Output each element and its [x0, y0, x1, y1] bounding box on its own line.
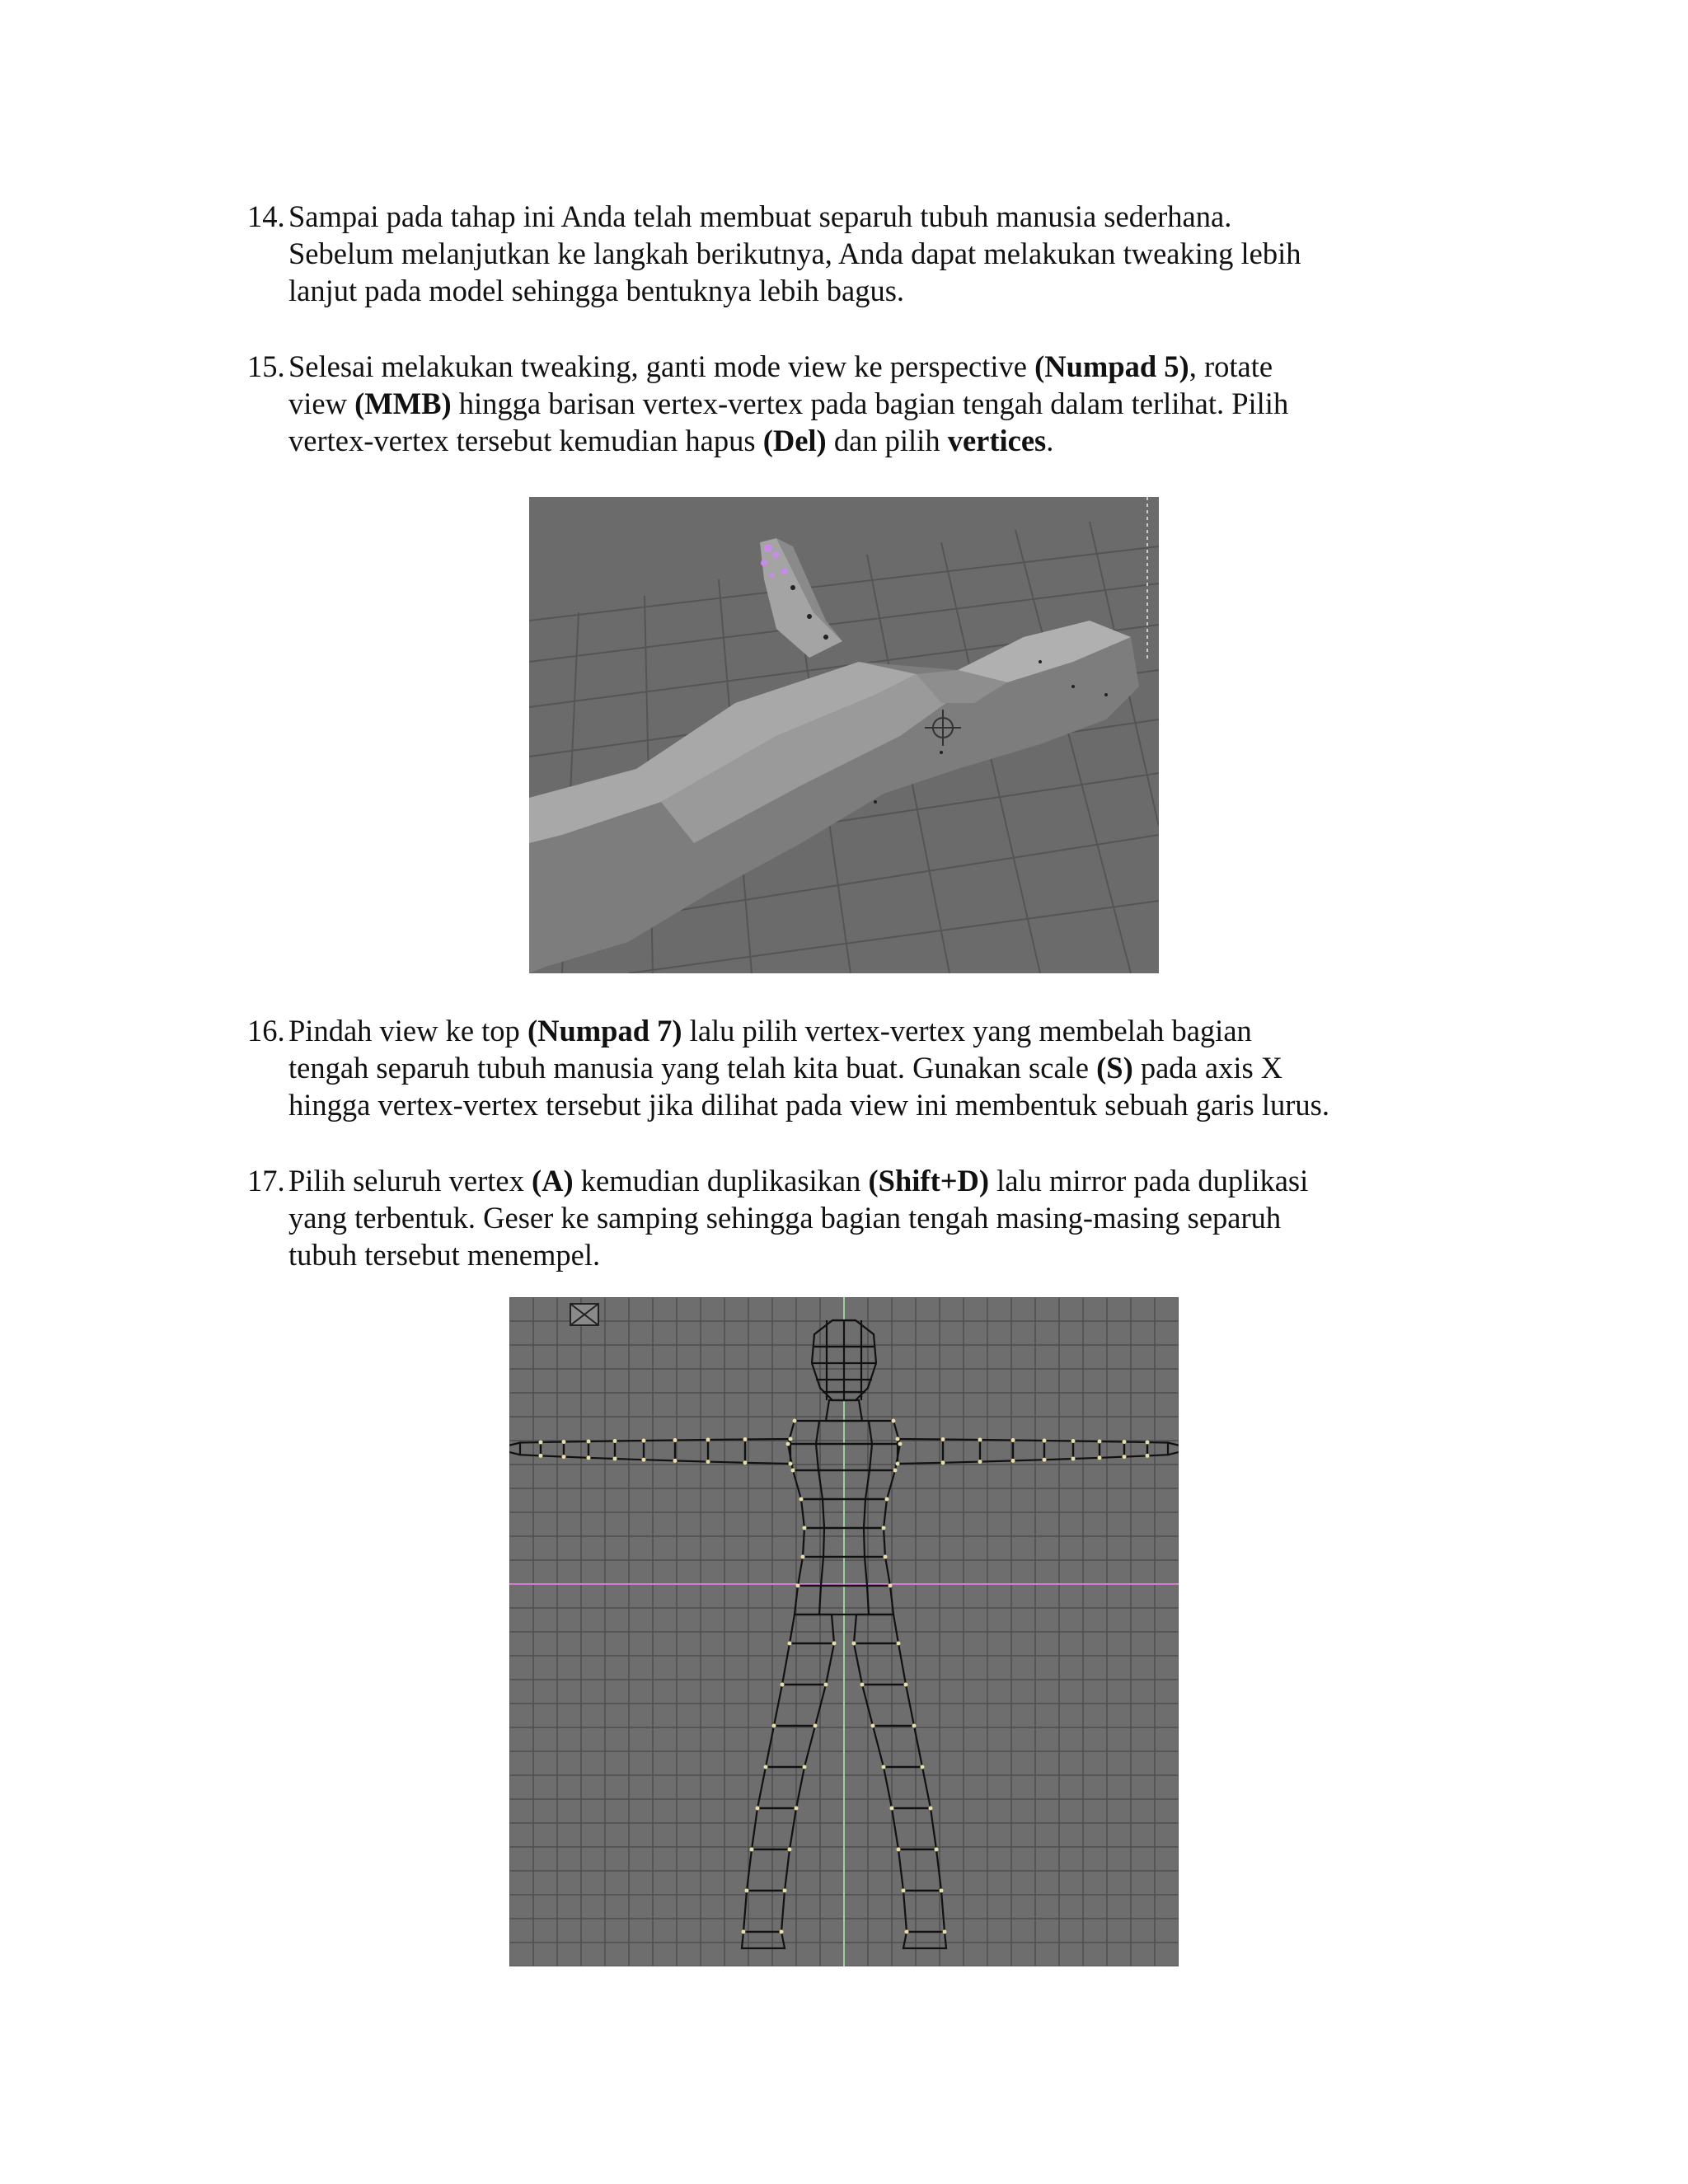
text-run: Sebelum melanjutkan ke langkah berikutnya, Anda dapat melakukan tweaking lebih	[288, 237, 1301, 270]
text-run: yang terbentuk. Geser ke samping sehingga bagian tengah masing-masing separuh	[288, 1201, 1282, 1235]
bold-keyword: (Del)	[762, 424, 827, 457]
step-17	[247, 1162, 1467, 1273]
text-line	[247, 1012, 1467, 1049]
text-run: Pilih seluruh vertex	[288, 1164, 532, 1197]
text-run: vertex-vertex tersebut kemudian hapus	[288, 424, 763, 457]
text-line	[247, 1162, 1467, 1199]
top-view-wireframe-screenshot	[509, 1297, 1179, 1966]
text-run: view	[288, 387, 355, 420]
text-line	[247, 235, 1467, 272]
text-line	[247, 1236, 1467, 1273]
text-run: hingga barisan vertex-vertex pada bagian tengah dalam terlihat. Pilih	[451, 387, 1289, 420]
bold-keyword: (Numpad 5)	[1034, 349, 1189, 383]
text-run: pada axis X	[1132, 1051, 1283, 1085]
text-run: kemudian duplikasikan	[573, 1164, 869, 1197]
text-line	[247, 348, 1467, 385]
text-run: lanjut pada model sehingga bentuknya lebih bagus.	[288, 274, 905, 307]
text-line	[247, 1049, 1467, 1086]
bold-keyword: (Numpad 7)	[527, 1014, 682, 1047]
step-number: 14.	[247, 199, 285, 233]
text-run: Pindah view ke top	[288, 1014, 528, 1047]
text-line	[247, 422, 1467, 459]
text-line	[247, 272, 1467, 309]
bold-keyword: (Shift+D)	[868, 1164, 990, 1197]
perspective-view-screenshot	[529, 497, 1159, 973]
step-15	[247, 348, 1467, 459]
text-run: , rotate	[1189, 349, 1273, 383]
bold-keyword: (MMB)	[354, 387, 452, 420]
step-number: 15.	[247, 349, 285, 383]
step-14	[247, 198, 1467, 309]
text-run: dan pilih	[826, 424, 948, 457]
bold-keyword: (S)	[1096, 1051, 1133, 1085]
text-line	[247, 1199, 1467, 1236]
text-run: Sampai pada tahap ini Anda telah membuat separuh tubuh manusia sederhana.	[288, 199, 1232, 233]
step-number: 16.	[247, 1014, 285, 1047]
text-line	[247, 1086, 1467, 1123]
bold-keyword: (A)	[532, 1164, 574, 1197]
text-run: lalu mirror pada duplikasi	[989, 1164, 1309, 1197]
text-run: lalu pilih vertex-vertex yang membelah bagian	[682, 1014, 1252, 1047]
bold-keyword: vertices	[947, 424, 1047, 457]
text-run: tengah separuh tubuh manusia yang telah kita buat. Gunakan scale	[288, 1051, 1097, 1085]
text-run: Selesai melakukan tweaking, ganti mode view ke perspective	[288, 349, 1035, 383]
text-line	[247, 198, 1467, 235]
camera-icon	[570, 1304, 598, 1325]
text-run: hingga vertex-vertex tersebut jika dilihat pada view ini membentuk sebuah garis lurus.	[288, 1088, 1329, 1122]
text-run: .	[1046, 424, 1054, 457]
text-line	[247, 385, 1467, 422]
text-run: tubuh tersebut menempel.	[288, 1238, 601, 1272]
step-16	[247, 1012, 1467, 1123]
step-number: 17.	[247, 1164, 285, 1197]
